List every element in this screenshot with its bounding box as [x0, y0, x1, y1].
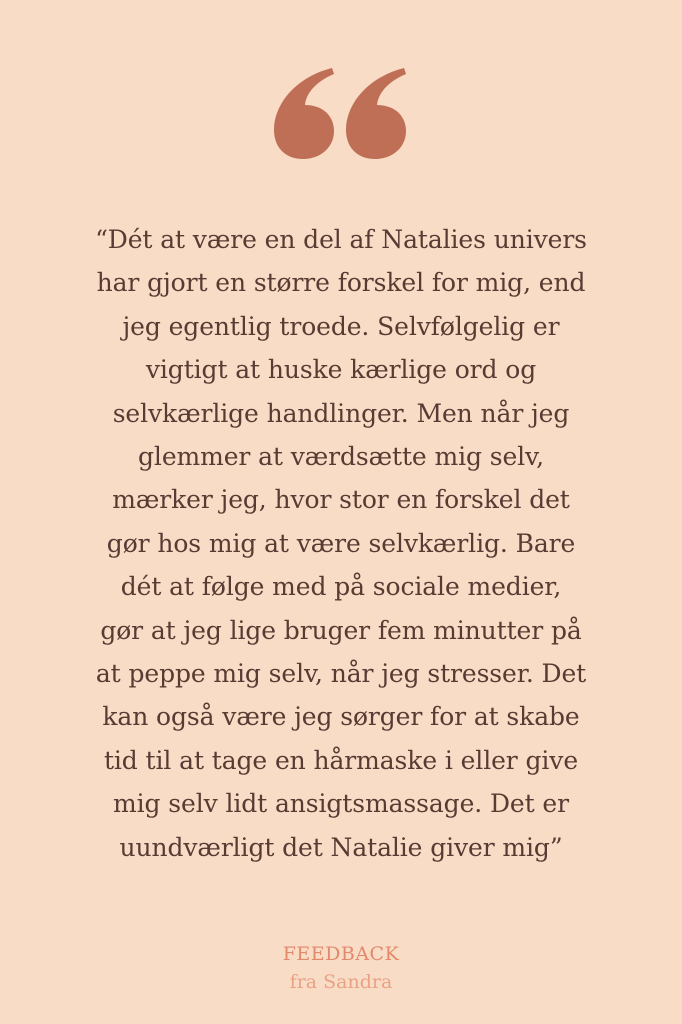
- quote-line: vigtigt at huske kærlige ord og: [145, 355, 537, 385]
- author-name: fra Sandra: [289, 971, 393, 993]
- quote-line: “Dét at være en del af Natalies univers: [95, 225, 587, 254]
- quote-line: gør hos mig at være selvkærlig. Bare: [106, 528, 576, 558]
- quote-line: at peppe mig selv, når jeg stresser. Det: [95, 659, 587, 689]
- quote-line: jeg egentlig troede. Selvfølgelig er: [122, 311, 560, 341]
- quote-line: mærker jeg, hvor stor en forskel det: [112, 485, 570, 515]
- quote-comma-right: [346, 68, 406, 159]
- testimonial-attribution: [0, 940, 682, 996]
- quote-line: gør at jeg lige bruger fem minutter på: [100, 615, 582, 645]
- quote-line: uundværligt det Natalie giver mig”: [119, 832, 563, 862]
- quote-line: tid til at tage en hårmaske i eller give: [103, 745, 579, 775]
- testimonial-quote: [60, 218, 622, 869]
- quote-line: mig selv lidt ansigtsmassage. Det er: [113, 789, 569, 819]
- quote-line: har gjort en større forskel for mig, end: [96, 268, 586, 298]
- opening-quote-icon: [270, 64, 412, 164]
- quote-line: dét at følge med på sociale medier,: [120, 572, 562, 602]
- quote-line: selvkærlige handlinger. Men når jeg: [112, 398, 570, 428]
- quote-line: glemmer at værdsætte mig selv,: [138, 442, 544, 472]
- quote-mark-graphic: [270, 64, 412, 164]
- feedback-label: FEEDBACK: [282, 943, 400, 965]
- quote-comma-left: [274, 68, 334, 159]
- quote-line: kan også være jeg sørger for at skabe: [102, 702, 580, 732]
